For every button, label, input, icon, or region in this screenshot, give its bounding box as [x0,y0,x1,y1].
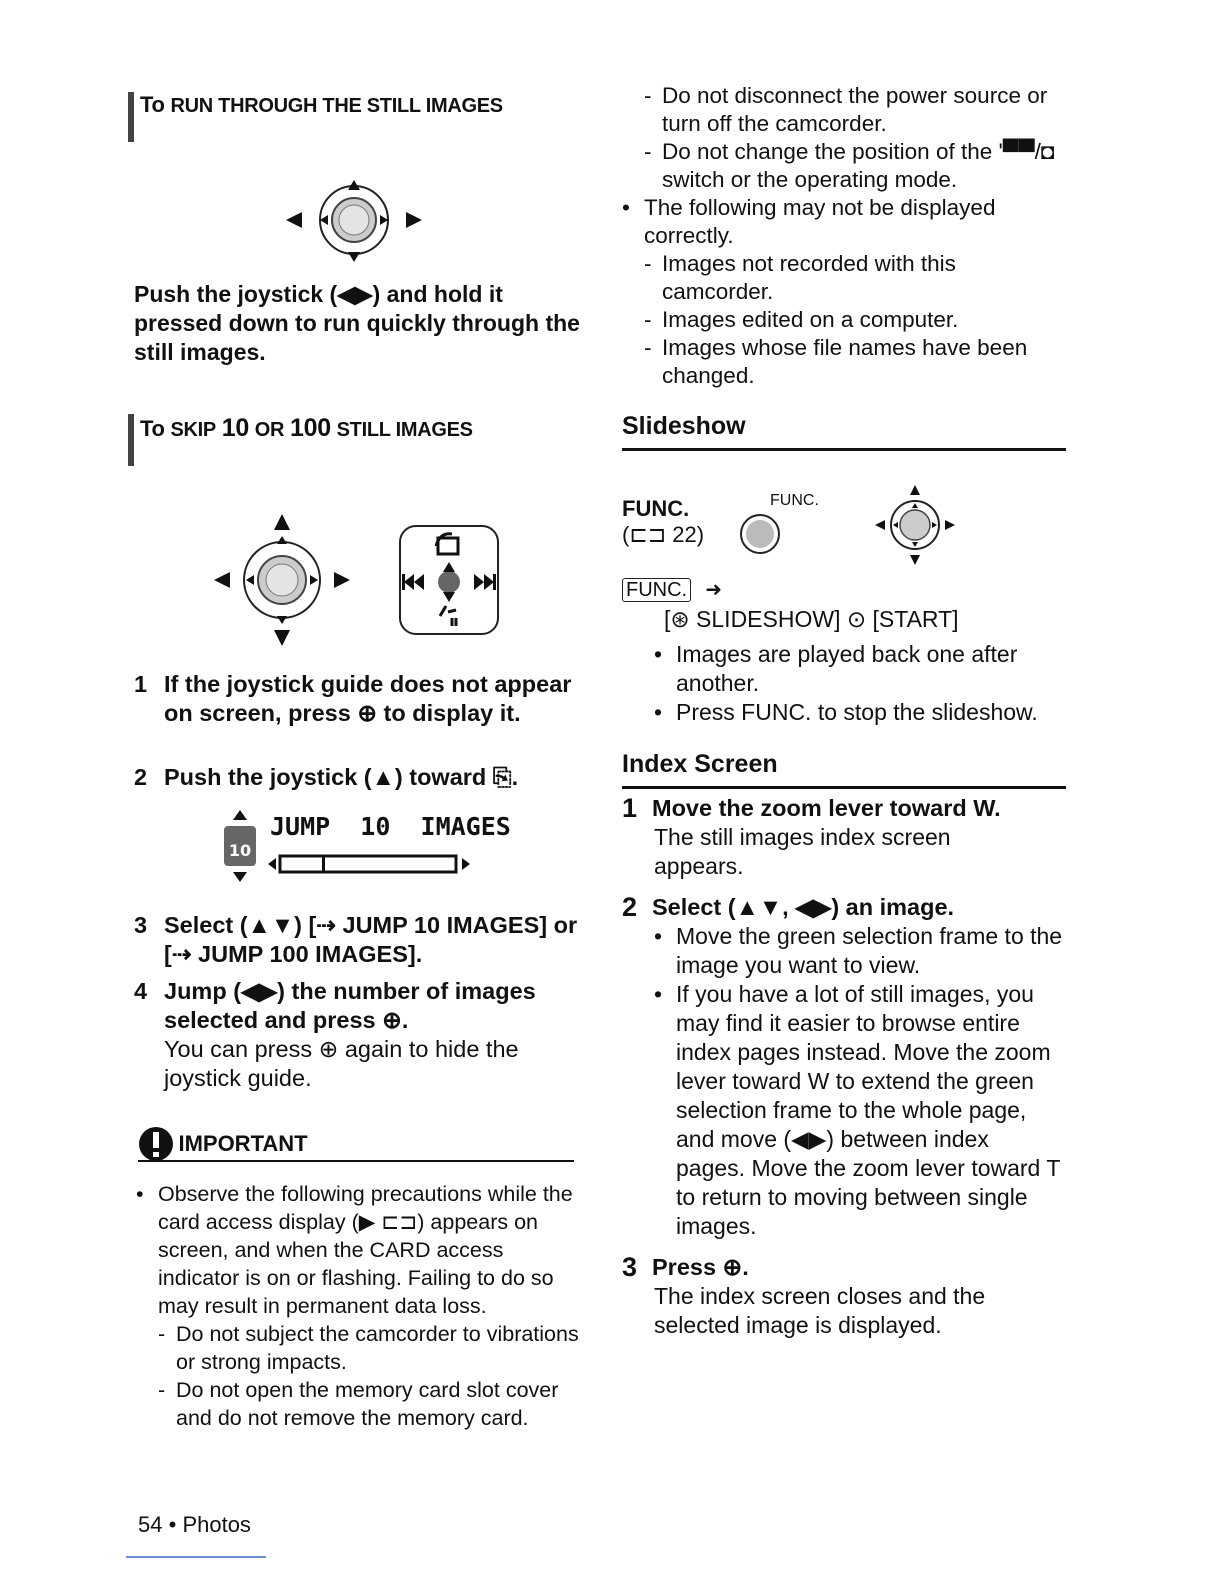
jump-progress-bar [266,852,476,876]
heading-bar [128,414,134,466]
index-step-3-sub: The index screen closes and the selected image is displayed. [654,1283,986,1338]
slideshow-bullet-1: • Images are played back one after another. [654,640,1074,698]
index-title: Index Screen [622,750,778,778]
skip-step-1 [134,670,574,728]
skip-step-2 [134,763,574,792]
step-number: 1 [622,793,638,823]
slideshow-title: Slideshow [622,412,746,440]
important-dash-2: - Do not open the memory card slot cover and do not remove the memory card. [158,1376,581,1432]
step-text: Push the joystick (▲) toward ⎘. [164,764,519,790]
display-dash-1: - Images not recorded with this camcorder. [644,250,1072,306]
step-text: Select (▲▼) [⇢ JUMP 10 IMAGES] or [⇢ JUMP 100 IMAGES]. [164,912,578,967]
index-steps [622,794,1072,1340]
slideshow-bullet-2: • Press FUNC. to stop the slideshow. [654,698,1074,727]
run-through-instruction: Push the joystick (◀▶) and hold it pressed down to run quickly through the still images. [134,281,580,365]
index-step-2-bullets [622,922,1064,1241]
footer-bullet-icon: • [168,1512,177,1537]
slideshow-bullets [654,640,1074,727]
important-body [136,1180,581,1432]
step-number: 2 [134,764,148,790]
important-header [138,1124,308,1164]
step-text: If the joystick guide does not appear on screen, press ⊕ to display it. [164,671,572,726]
important-icon [138,1124,174,1164]
index-bullet-2: • If you have a lot of still images, you may find it easier to browse entire index pages instead. Move the zoom lever toward W to extend the green selection frame to the whole page, and move (◀▶) between index pages. Move the zoom lever toward T to return to moving between single images. [654,980,1064,1241]
precaution-dash-2: - Do not change the position of the '▀▀/◘ switch or the operating mode. [644,138,1072,194]
index-rule [622,786,1066,789]
step-text: Press ⊕. [652,1254,749,1280]
func-key: FUNC. [622,578,691,602]
heading-num-100: 100 [290,414,331,442]
heading-skip [128,414,473,466]
important-rule [138,1160,574,1162]
joystick-four-way-icon [212,512,352,648]
joystick-guide-icon [396,522,502,638]
jump-display [218,806,518,882]
jump-10-icon [218,810,262,882]
important-bullet: • Observe the following precautions while the card access display (▶ ⊏⊐) appears on screen, and when the CARD access indicator is on or flashing. Failing to do so may result in permanent data loss. [136,1180,581,1320]
step-number: 3 [134,912,148,938]
func-key-row [622,576,722,602]
step-text: Move the zoom lever toward W. [652,795,1001,821]
footer-link-rule [126,1556,266,1558]
precaution-dash-1: - Do not disconnect the power source or turn off the camcorder. [644,82,1072,138]
joystick-small-icon [874,484,956,566]
step-text: Select (▲▼, ◀▶) an image. [652,894,955,920]
index-step-3 [622,1253,1072,1282]
step-number: 3 [622,1252,638,1282]
step-number: 2 [622,892,638,922]
index-bullet-1: • Move the green selection frame to the image you want to view. [654,922,1064,980]
jump-label: JUMP 10 IMAGES [270,812,511,841]
step-subtext: You can press ⊕ again to hide the joystick guide. [164,1036,519,1091]
slideshow-rule [622,448,1066,451]
skip-step-3 [134,911,584,969]
slideshow-menu-path: [⊛ SLIDESHOW] ⊙ [START] [664,606,959,632]
index-step-2 [622,893,1072,922]
page-number: 54 [138,1512,163,1537]
heading-or: OR [254,419,285,441]
index-step-1 [622,794,1072,823]
footer-section: Photos [182,1512,251,1537]
heading-to: To [140,416,165,441]
page-footer [138,1512,251,1538]
heading-num-10: 10 [221,414,249,442]
joystick-left-right-icon [284,172,424,272]
func-page-ref: (⊏⊐ 22) [622,522,705,547]
skip-step-4 [134,977,584,1093]
heading-to: To [140,92,165,117]
func-label: FUNC. [622,496,690,521]
arrow-circle-icon: ➜ [705,579,722,601]
heading-run-through [128,92,503,142]
heading-rest: RUN THROUGH THE STILL IMAGES [170,95,503,117]
heading-tail: STILL IMAGES [336,419,473,441]
step-number: 1 [134,671,148,697]
important-title: IMPORTANT [178,1131,308,1156]
heading-skip-word: SKIP [170,419,216,441]
display-bullet: • The following may not be displayed correctly. [622,194,1072,250]
display-dash-3: - Images whose file names have been changed. [644,334,1072,390]
heading-bar [128,92,134,142]
important-dash-1: - Do not subject the camcorder to vibrations or strong impacts. [158,1320,581,1376]
index-step-1-sub: The still images index screen appears. [654,824,951,879]
precautions-continued [622,82,1072,390]
step-text: Jump (◀▶) the number of images selected and press ⊕. [164,978,536,1033]
func-button-icon [738,512,782,556]
step-number: 4 [134,978,148,1004]
func-button-caption: FUNC. [770,492,819,509]
svg-text:10: 10 [228,841,252,860]
display-dash-2: - Images edited on a computer. [644,306,1072,334]
